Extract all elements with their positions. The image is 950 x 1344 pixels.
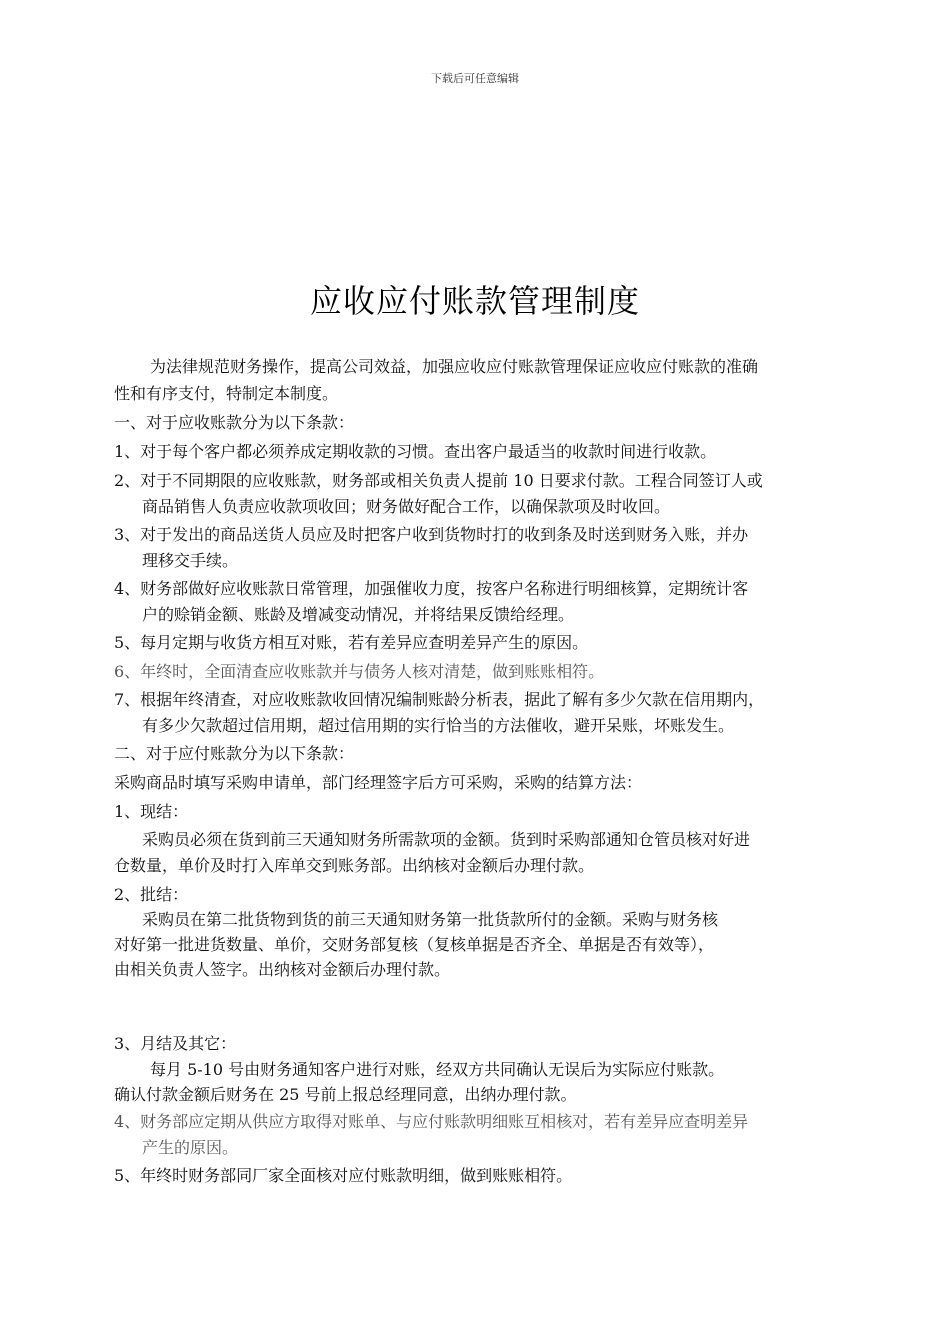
receivable-clause-3-line-1: 3、对于发出的商品送货人员应及时把客户收到货物时打的收到条及时送到财务入账，并办 bbox=[114, 525, 749, 544]
payable-intro: 采购商品时填写采购申请单，部门经理签字后方可采购，采购的结算方法： bbox=[114, 773, 643, 792]
receivable-clause-4-line-1: 4、财务部做好应收账款日常管理，加强催收力度，按客户名称进行明细核算，定期统计客 bbox=[114, 579, 749, 598]
payable-cash-heading: 1、现结： bbox=[114, 802, 189, 821]
payable-batch-line-3: 由相关负责人签字。出纳核对金额后办理付款。 bbox=[114, 960, 451, 979]
payable-batch-line-1: 采购员在第二批货物到货的前三天通知财务第一批货款所付的金额。采购与财务核 bbox=[142, 910, 719, 929]
payable-monthly-heading: 3、月结及其它： bbox=[114, 1034, 237, 1053]
receivable-clause-3-line-2: 理移交手续。 bbox=[142, 551, 239, 570]
receivable-clause-5: 5、每月定期与收货方相互对账，若有差异应查明差异产生的原因。 bbox=[114, 633, 589, 652]
receivable-clause-2-line-1: 2、对于不同期限的应收账款，财务部或相关负责人提前 10 日要求付款。工程合同签订人或 bbox=[114, 471, 763, 490]
payable-batch-line-2: 对好第一批进货数量、单价，交财务部复核（复核单据是否齐全、单据是否有效等）， bbox=[114, 935, 715, 954]
intro-line-1: 为法律规范财务操作，提高公司效益，加强应收应付账款管理保证应收应付账款的准确 bbox=[150, 357, 759, 376]
payable-monthly-line-2: 确认付款金额后财务在 25 号前上报总经理同意，出纳办理付款。 bbox=[114, 1085, 577, 1104]
payable-clause-5: 5、年终时财务部同厂家全面核对应付账款明细，做到账账相符。 bbox=[114, 1166, 573, 1185]
section-heading-receivables: 一、对于应收账款分为以下条款： bbox=[114, 413, 355, 432]
intro-line-2: 性和有序支付，特制定本制度。 bbox=[114, 384, 339, 403]
payable-cash-line-2: 仓数量，单价及时打入库单交到账务部。出纳核对金额后办理付款。 bbox=[114, 856, 595, 875]
payable-clause-4-line-2: 产生的原因。 bbox=[142, 1138, 239, 1157]
document-body bbox=[114, 0, 882, 1344]
document-title: 应收应付账款管理制度 bbox=[309, 282, 640, 320]
receivable-clause-2-line-2: 商品销售人负责应收款项收回；财务做好配合工作，以确保款项及时收回。 bbox=[142, 497, 671, 516]
section-heading-payables: 二、对于应付账款分为以下条款： bbox=[114, 744, 355, 763]
receivable-clause-1: 1、对于每个客户都必须养成定期收款的习惯。查出客户最适当的收款时间进行收款。 bbox=[114, 442, 717, 461]
payable-monthly-line-1: 每月 5-10 号由财务通知客户进行对账，经双方共同确认无误后为实际应付账款。 bbox=[150, 1060, 725, 1079]
receivable-clause-4-line-2: 户的赊销金额、账龄及增减变动情况，并将结果反馈给经理。 bbox=[142, 605, 575, 624]
payable-batch-heading: 2、批结： bbox=[114, 885, 189, 904]
payable-cash-line-1: 采购员必须在货到前三天通知财务所需款项的金额。货到时采购部通知仓管员核对好进 bbox=[142, 830, 751, 849]
receivable-clause-7-line-2: 有多少欠款超过信用期，超过信用期的实行恰当的方法催收，避开呆账，坏账发生。 bbox=[142, 716, 735, 735]
header-note: 下载后可任意编辑 bbox=[431, 72, 519, 85]
receivable-clause-6: 6、年终时，全面清查应收账款并与债务人核对清楚，做到账账相符。 bbox=[114, 662, 605, 681]
receivable-clause-7-line-1: 7、根据年终清查，对应收账款收回情况编制账龄分析表，据此了解有多少欠款在信用期内， bbox=[114, 690, 765, 709]
payable-clause-4-line-1: 4、财务部应定期从供应方取得对账单、与应付账款明细账互相核对，若有差异应查明差异 bbox=[114, 1112, 749, 1131]
